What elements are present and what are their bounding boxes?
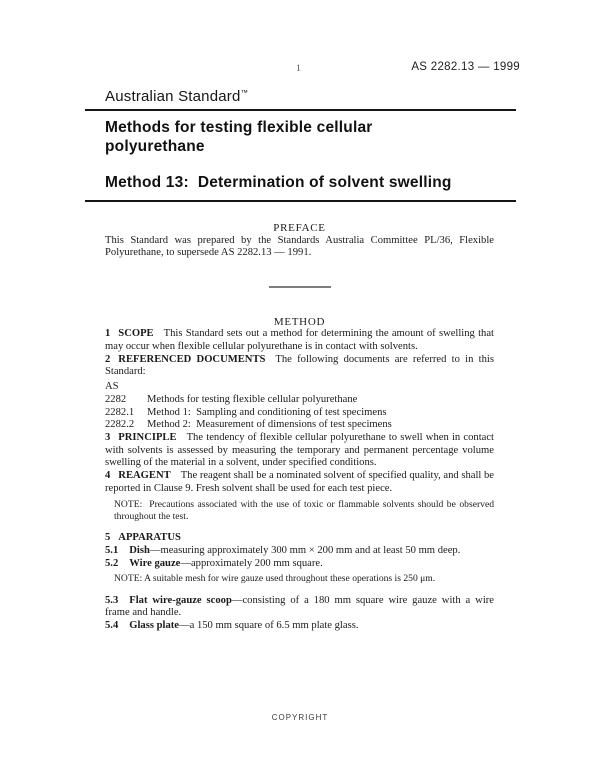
section-title: SCOPE: [118, 328, 154, 340]
clause-label: Wire gauze: [129, 557, 181, 569]
section-scope: [105, 328, 494, 353]
page-header: [85, 61, 520, 77]
section-referenced-documents: [105, 354, 494, 379]
apparatus-item-scoop: [105, 595, 494, 620]
method-subtitle: Method 13: Determination of solvent swelling: [105, 174, 452, 191]
document-title-line2: polyurethane: [105, 137, 205, 155]
clause-number: 5.1: [105, 544, 119, 556]
section-text: This Standard sets out a method for determining the amount of swelling that may occur when flexible cellular polyurethane is in contact with solvents.: [105, 328, 494, 353]
refdoc-code: 2282: [105, 393, 127, 405]
refdoc-row: [105, 407, 494, 420]
clause-label: Dish: [129, 544, 150, 556]
section-title: REAGENT: [118, 470, 171, 482]
trademark-symbol: ™: [240, 88, 249, 97]
clause-text: —consisting of a 180 mm square wire gauze with a wire frame and handle.: [105, 594, 494, 619]
preface-paragraph: This Standard was prepared by the Standards Australia Committee PL/36, Flexible Polyurethane, to supersede AS 2282.13 — 1991.: [105, 234, 494, 259]
section-text: The reagent shall be a nominated solvent of specified quality, and shall be reported in Clause 9. Fresh solvent shall be used for each test piece.: [105, 470, 494, 494]
section-principle: [105, 432, 494, 470]
clause-text: —a 150 mm square of 6.5 mm plate glass.: [179, 619, 359, 631]
section-number: 3: [105, 431, 111, 443]
refdoc-desc: Methods for testing flexible cellular polyurethane: [147, 393, 358, 405]
masthead-text: Australian Standard: [105, 88, 241, 105]
clause-text: —measuring approximately 300 mm × 200 mm and at least 50 mm deep.: [149, 544, 461, 556]
section-reagent: [105, 470, 494, 495]
section-divider-rule: [269, 286, 331, 288]
document-title-line1: Methods for testing flexible cellular: [105, 119, 373, 136]
document-body: [105, 222, 494, 633]
apparatus-item-glass-plate: [105, 620, 494, 633]
section-text: The tendency of flexible cellular polyurethane to swell when in contact with solvents is assessed by measuring the temporary and permanent percentage volume swelling of the material in a solvent, under specified conditions.: [105, 431, 494, 469]
clause-label: Flat wire-gauze scoop: [129, 594, 232, 606]
apparatus-item-dish: [105, 545, 494, 558]
clause-number: 5.4: [105, 619, 119, 631]
refdoc-desc: Method 2: Measurement of dimensions of test specimens: [147, 419, 392, 431]
refdoc-desc: Method 1: Sampling and conditioning of test specimens: [147, 406, 387, 418]
section-number: 4: [105, 470, 111, 482]
section-title: REFERENCED DOCUMENTS: [118, 353, 266, 365]
refdoc-code: 2282.1: [105, 406, 135, 418]
refdoc-code: 2282.2: [105, 419, 135, 431]
referenced-documents-list: [105, 381, 494, 432]
section-number: 1: [105, 328, 111, 340]
section-title: PRINCIPLE: [118, 431, 177, 443]
method-heading: METHOD: [273, 315, 326, 328]
horizontal-rule-bottom: [85, 200, 516, 202]
section-number: 2: [105, 353, 111, 365]
preface-heading: PREFACE: [273, 222, 326, 234]
apparatus-item-wire-gauze: [105, 558, 494, 571]
refdoc-row: [105, 419, 494, 432]
document-code: AS 2282.13 — 1999: [411, 61, 520, 73]
section-number: 5: [105, 532, 111, 544]
section-apparatus-heading: [105, 532, 494, 545]
refdocs-label: AS: [105, 381, 119, 393]
masthead: [105, 88, 248, 105]
clause-number: 5.2: [105, 557, 119, 569]
section-text: The following documents are referred to in this Standard:: [105, 353, 494, 378]
clause-label: Glass plate: [129, 619, 179, 631]
clause-number: 5.3: [105, 594, 119, 606]
refdoc-row: [105, 394, 494, 407]
section-title: APPARATUS: [118, 532, 181, 544]
page-number: 1: [296, 64, 301, 74]
clause-text: —approximately 200 mm square.: [180, 557, 323, 569]
copyright-footer: COPYRIGHT: [271, 713, 329, 722]
document-title: [105, 119, 516, 156]
reagent-note: NOTE: Precautions associated with the use of toxic or flammable solvents should be observed throughout the test.: [114, 499, 494, 523]
horizontal-rule-top: [85, 109, 516, 111]
wire-gauze-note: NOTE: A suitable mesh for wire gauze used throughout these operations is 250 μm.: [114, 573, 436, 585]
